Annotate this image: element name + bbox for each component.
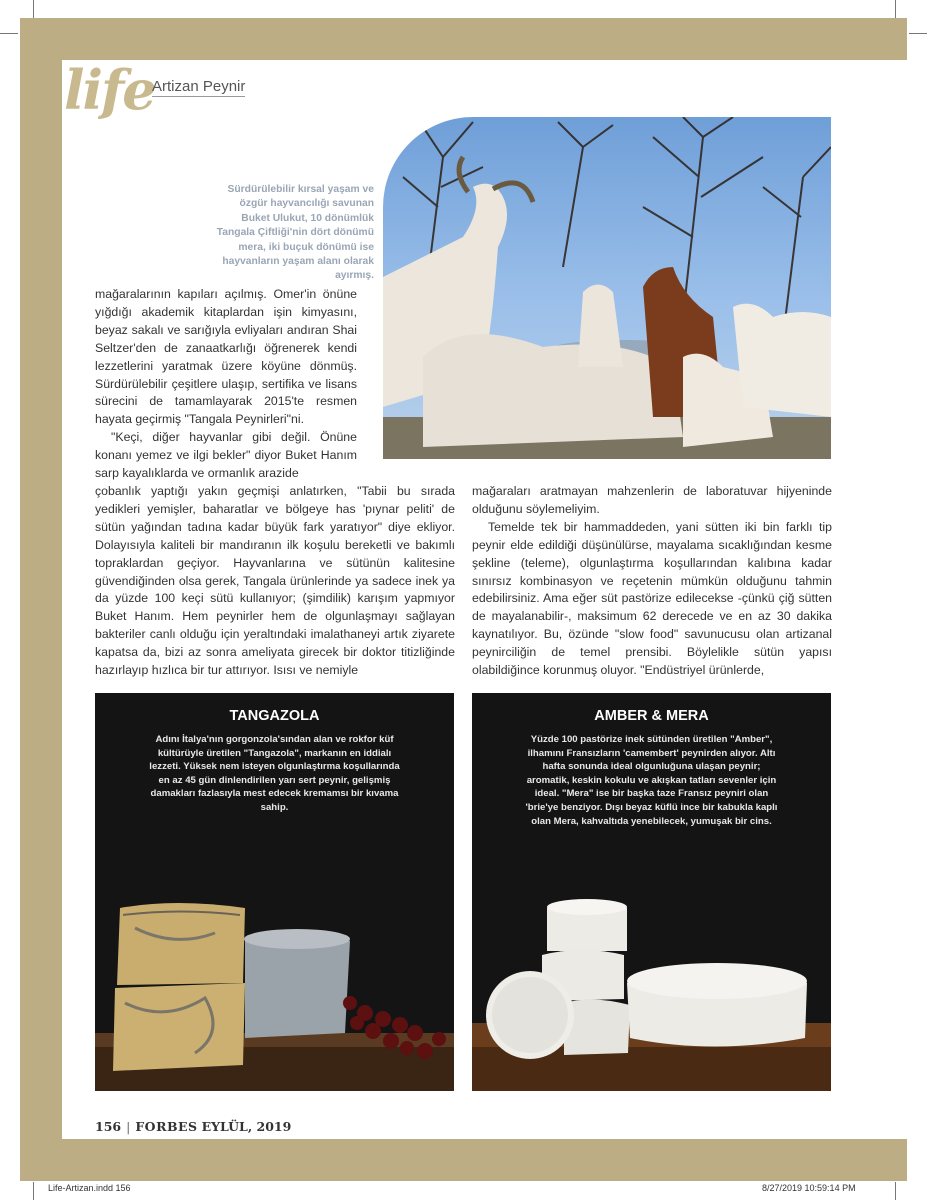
page-footer <box>95 1119 291 1134</box>
frame-band-left <box>20 18 62 1181</box>
print-slug-file: Life-Artizan.indd 156 <box>48 1183 131 1193</box>
amber-mera-box <box>472 693 831 1091</box>
body-paragraph: "Keçi, diğer hayvanlar gibi değil. Önüne konanı yemez ve ilgi bekler" diyor Buket Hanım sarp kayalıklarda ve ormanlık arazide <box>95 430 357 481</box>
body-paragraph: mağaralarının kapıları açılmış. Omer'in önüne yığdığı akademik kitaplardan işin kimyasını, beyaz sakalı ve sarığıyla evliyaları andıran Shai Seltzer'den de zanaatkarlığı öğrenerek kendi lezzetlerini yaratmak üzere köyüne dönmüş. Sürdürülebilir çeşitlere ulaşıp, sertifika ve lisans sürecini de tamamlayarak 2015'te resmen hayata geçirmiş "Tangala Peynirleri"ni. <box>95 287 357 427</box>
box-description: Yüzde 100 pastörize inek sütünden üretilen "Amber", ilhamını Fransızların 'camembert' peynirden alıyor. Altı hafta sonunda ideal olgunluğuna ulaşan peynir; aromatik, keskin kokulu ve akışkan tatları sevenler için ideal. "Mera" ise bir başka taze Fransız peyniri olan 'brie'ye benziyor. Dışı beyaz küflü ince bir kabukla kaplı olan Mera, kahvaltıda yenebilecek, yumuşak bir cins. <box>525 734 778 827</box>
footer-separator: | <box>126 1119 131 1134</box>
body-paragraph: çobanlık yaptığı yakın geçmişi anlatırken, "Tabii bu sırada yedikleri yemişler, baharatlar ve bölgeye has 'pıynar peliti' de sütün yağından tadına kadar büyük fark yaratıyor" diye ekliyor. Dolayısıyla kaliteli bir mandıranın ilk koşulu bereketli ve bakımlı topraklardan geçiyor. Hayvanlarına ve sütünün kalitesine güvendiğinden olsa gerek, Tangala ürünlerinde ya sadece inek ya da yüzde 100 keçi sütü kullanıyor; (şimdilik) karışım yapmıyor Buket Hanım. Hem peynirler hem de olgunlaşmayı sağlayan bakteriler canlı olduğu için yeraltındaki imalathaneyi artık ziyarete kapatsa da, bizi az sonra ameliyata girecek bir doktor titizliğinde hazırlayıp hızlıca bir tur attırıyor. Isısı ve nemiyle <box>95 484 455 678</box>
page-number: 156 <box>95 1119 122 1134</box>
body-column-1-top <box>95 286 357 483</box>
life-logo: life <box>64 58 155 122</box>
magazine-name: FORBES <box>135 1119 198 1134</box>
print-slug-timestamp: 8/27/2019 10:59:14 PM <box>762 1183 856 1193</box>
box-description: Adını İtalya'nın gorgonzola'sından alan ve rokfor küf kültürüyle üretilen "Tangazola", markanın en iddialı lezzeti. Yüksek nem isteyen olgunlaştırma koşullarında en az 45 gün dinlendirilen yarı sert peynir, gelişmiş damakları fazlasıyla mest edecek kremamsı bir kıvama sahip. <box>149 734 400 813</box>
crop-mark <box>895 1182 896 1200</box>
box-title: AMBER & MERA <box>594 708 709 724</box>
goats-illustration <box>383 117 831 459</box>
crop-mark <box>33 1182 34 1200</box>
section-title: Artizan Peynir <box>152 78 246 95</box>
issue-date: EYLÜL, 2019 <box>201 1119 292 1134</box>
body-column-2 <box>472 483 832 680</box>
crop-mark <box>895 0 896 18</box>
body-paragraph: mağaraları aratmayan mahzenlerin de laboratuvar hijyeninde olduğunu söylemeliyim. <box>472 484 832 516</box>
crop-mark <box>33 0 34 18</box>
body-column-1 <box>95 483 455 680</box>
crop-mark <box>909 33 927 34</box>
goats-photo <box>383 117 831 459</box>
frame-band-top <box>20 18 907 60</box>
tangazola-box <box>95 693 454 1091</box>
photo-caption: Sürdürülebilir kırsal yaşam ve özgür hayvancılığı savunan Buket Ulukut, 10 dönümlük Tangala Çiftliği'nin dört dönümü mera, iki buçuk dönümü ise hayvanların yaşam alanı olarak ayırmış. <box>216 184 374 282</box>
body-paragraph: Temelde tek bir hammaddeden, yani sütten iki bin farklı tip peynir elde edildiği düşünülürse, mayalama sıcaklığından kesme şekline (teleme), olgunlaştırma koşullarından kalıbına kadar sınırsız kombinasyon ve reçetenin mümkün olduğunu tahmin edebilirsiniz. Ama eğer süt pastörize edilecekse -çünkü çiğ sütten de mayalanabilir-, maksimum 62 derecede ve en az 30 dakika kaynatılıyor. Bu, özünde "slow food" savunucusu olan artizanal peynirciliğin de temel prensibi. Böylelikle sütün yapısı olabildiğince korunmuş oluyor. "Endüstriyel ürünlerde, <box>472 519 832 678</box>
box-title: TANGAZOLA <box>229 708 320 724</box>
frame-band-bottom <box>20 1139 907 1181</box>
crop-mark <box>0 33 18 34</box>
